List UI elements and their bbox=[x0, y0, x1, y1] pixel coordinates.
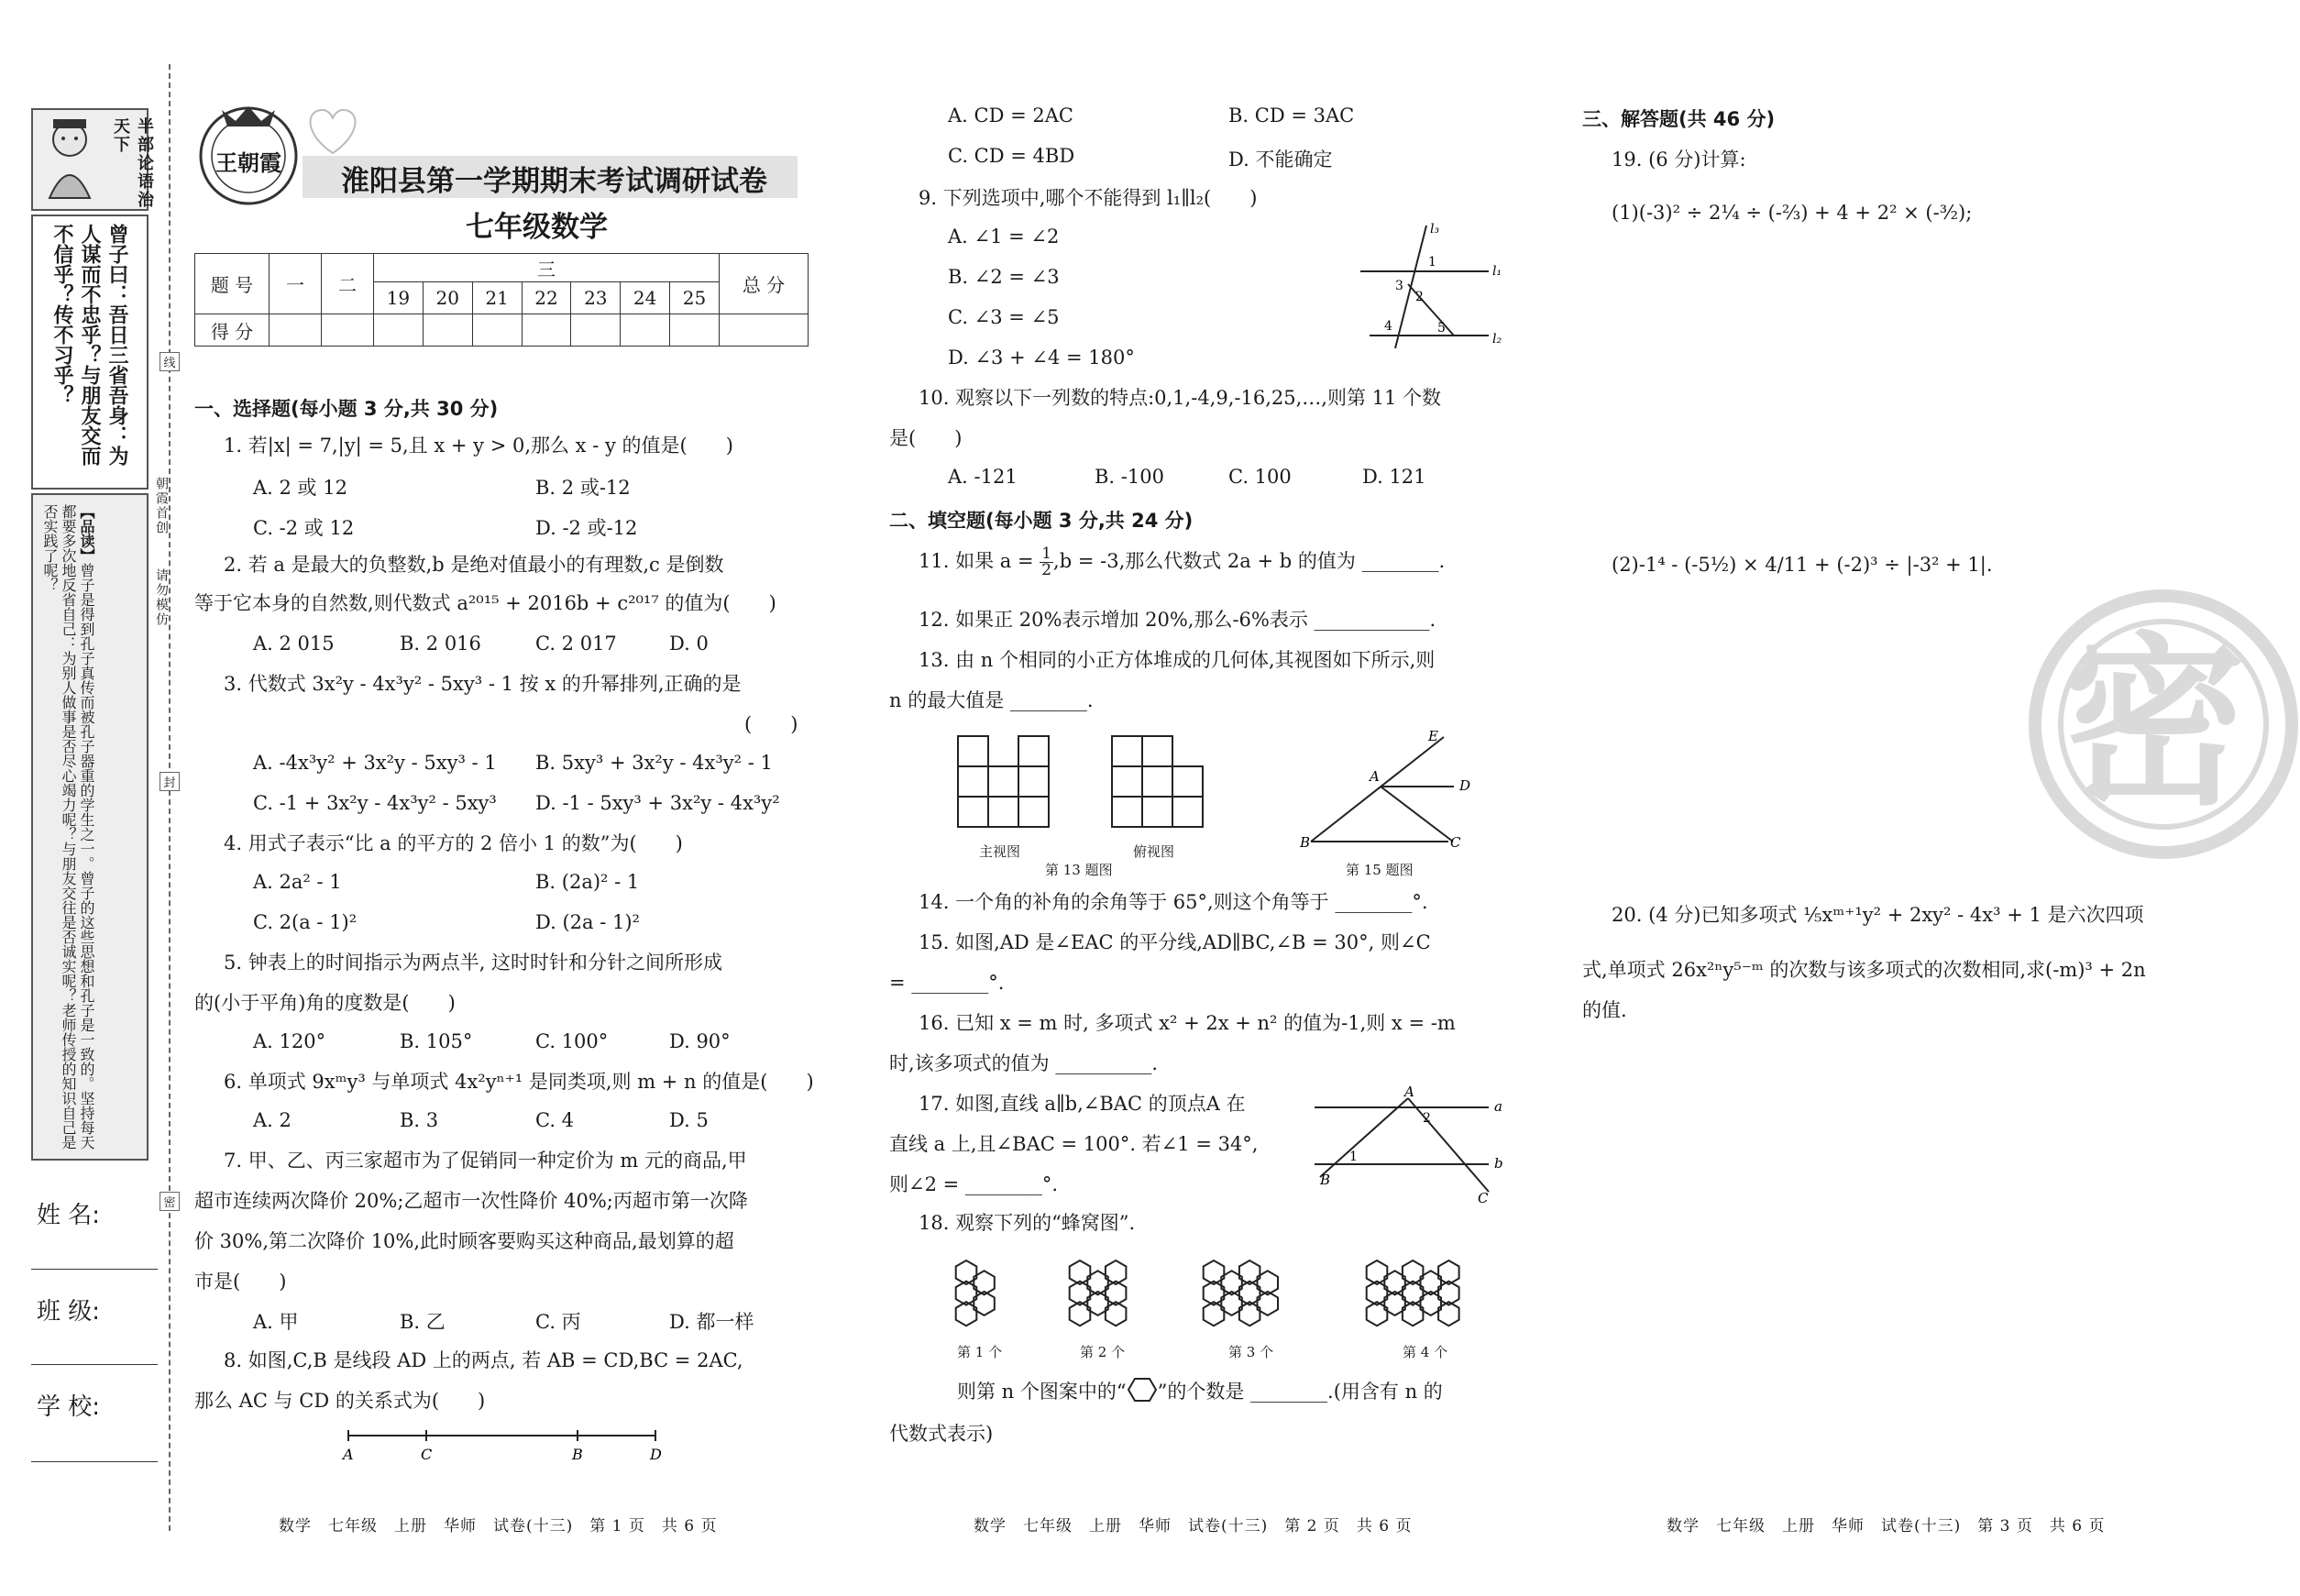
q1-option-a[interactable]: A. 2 或 12 bbox=[253, 477, 347, 499]
question-8-line-1: 8. 如图,C,B 是线段 AD 上的两点, 若 AB = CD,BC = 2AC, bbox=[224, 1349, 743, 1371]
fig9-label: 2 bbox=[1415, 290, 1424, 304]
q11-prefix: 11. 如果 a = bbox=[919, 550, 1040, 572]
honeycomb-caption-3: 第 3 个 bbox=[1228, 1344, 1274, 1360]
question-7-line-2: 超市连续两次降价 20%;乙超市一次性降价 40%;丙超市第一次降 bbox=[194, 1190, 748, 1212]
q7-option-a[interactable]: A. 甲 bbox=[253, 1311, 299, 1333]
fig9-label: l₃ bbox=[1430, 222, 1440, 237]
q7-option-d[interactable]: D. 都一样 bbox=[669, 1311, 754, 1333]
score-table-group: 三 bbox=[374, 254, 720, 282]
question-7-line-1: 7. 甲、乙、丙三家超市为了促销同一种定价为 m 元的商品,甲 bbox=[224, 1150, 747, 1172]
score-cell[interactable] bbox=[670, 314, 720, 347]
question-5-line-1: 5. 钟表上的时间指示为两点半, 这时时针和分针之间所形成 bbox=[224, 952, 723, 974]
question-17-line-2: 直线 a 上,且∠BAC = 100°. 若∠1 = 34°, bbox=[889, 1133, 1259, 1155]
brand-logo-text: 王朝霞 bbox=[215, 149, 281, 176]
question-4: 4. 用式子表示“比 a 的平方的 2 倍小 1 的数”为( ) bbox=[224, 832, 683, 854]
section-1-heading: 一、选择题(每小题 3 分,共 30 分) bbox=[194, 398, 499, 420]
q10-option-a[interactable]: A. -121 bbox=[948, 466, 1018, 488]
fig15-label: A bbox=[1370, 768, 1380, 785]
q3-option-d[interactable]: D. -1 - 5xy³ + 3x²y - 4x³y² bbox=[535, 792, 780, 814]
q2-option-d[interactable]: D. 0 bbox=[669, 633, 709, 655]
binding-dashed-line bbox=[169, 64, 171, 1531]
question-12: 12. 如果正 20%表示增加 20%,那么-6%表示 ____________. bbox=[919, 609, 1436, 631]
school-label: 学 校: bbox=[37, 1393, 101, 1421]
binding-mark-line: 线 bbox=[160, 352, 180, 371]
fig15-label: E bbox=[1428, 728, 1438, 744]
q10-option-b[interactable]: B. -100 bbox=[1095, 466, 1164, 488]
q11-numerator: 1 bbox=[1041, 545, 1052, 563]
school-line[interactable] bbox=[31, 1461, 158, 1462]
score-cell[interactable] bbox=[522, 314, 571, 347]
quote-text: 曾子曰：吾日三省吾身：为人谋而不忠乎？与朋友交而不信乎？传不习乎？ bbox=[50, 224, 128, 466]
reading-label: 【品读】 bbox=[78, 504, 95, 563]
score-cell[interactable] bbox=[374, 314, 424, 347]
question-20-line-2: 式,单项式 26x²ⁿy⁵⁻ᵐ 的次数与该多项式的次数相同,求(-m)³ + 2n bbox=[1582, 959, 2146, 981]
score-table-subcol: 23 bbox=[571, 282, 621, 314]
q3-option-a[interactable]: A. -4x³y² + 3x²y - 5xy³ - 1 bbox=[253, 752, 497, 774]
score-table-subcol: 25 bbox=[670, 282, 720, 314]
question-9: 9. 下列选项中,哪个不能得到 l₁∥l₂( ) bbox=[919, 187, 1258, 209]
q9-option-b[interactable]: B. ∠2 = ∠3 bbox=[948, 266, 1060, 288]
q4-option-d[interactable]: D. (2a - 1)² bbox=[535, 911, 640, 933]
class-line[interactable] bbox=[31, 1364, 158, 1365]
front-view-caption: 主视图 bbox=[979, 843, 1021, 860]
hexagon-icon bbox=[1127, 1377, 1158, 1409]
q10-option-c[interactable]: C. 100 bbox=[1228, 466, 1292, 488]
question-7-line-4: 市是( ) bbox=[194, 1271, 287, 1293]
page-3-footer: 数学 七年级 上册 华师 试卷(十三) 第 3 页 共 6 页 bbox=[1667, 1517, 2106, 1535]
point-d-label: D bbox=[650, 1446, 662, 1463]
question-19: 19. (6 分)计算: bbox=[1612, 149, 1746, 171]
reading-text bbox=[40, 504, 95, 1151]
q9-option-d[interactable]: D. ∠3 + ∠4 = 180° bbox=[948, 347, 1135, 369]
score-table-col: 一 bbox=[270, 254, 322, 314]
score-table-subcol: 19 bbox=[374, 282, 424, 314]
q9-option-c[interactable]: C. ∠3 = ∠5 bbox=[948, 306, 1060, 328]
question-18-ask bbox=[957, 1377, 1443, 1409]
question-6: 6. 单项式 9xᵐy³ 与单项式 4x²yⁿ⁺¹ 是同类项,则 m + n 的值是( ) bbox=[224, 1071, 814, 1093]
question-17-line-3: 则∠2 = ________°. bbox=[889, 1173, 1059, 1195]
honeycomb-figure-4 bbox=[1360, 1258, 1498, 1338]
score-cell[interactable] bbox=[322, 314, 374, 347]
question-19-part-1: (1)(-3)² ÷ 2¼ ÷ (-⅔) + 4 + 2² × (-³⁄₂); bbox=[1612, 202, 1973, 224]
question-18-ask-line-2: 代数式表示) bbox=[889, 1423, 994, 1445]
q10-option-d[interactable]: D. 121 bbox=[1362, 466, 1426, 488]
point-c-label: C bbox=[421, 1446, 433, 1463]
honeycomb-caption-2: 第 2 个 bbox=[1080, 1344, 1126, 1360]
q7-option-b[interactable]: B. 乙 bbox=[400, 1311, 446, 1333]
confidential-stamp-text: 密 bbox=[2063, 617, 2247, 831]
q3-option-c[interactable]: C. -1 + 3x²y - 4x³y² - 5xy³ bbox=[253, 792, 497, 814]
honeycomb-figure-3 bbox=[1197, 1258, 1311, 1338]
question-15-line-2: = ________°. bbox=[889, 972, 1005, 994]
fig17-label: A bbox=[1404, 1085, 1414, 1100]
q7-option-c[interactable]: C. 丙 bbox=[535, 1311, 581, 1333]
q2-option-b[interactable]: B. 2 016 bbox=[400, 633, 481, 655]
q6-option-c[interactable]: C. 4 bbox=[535, 1109, 575, 1131]
segment-ad-figure bbox=[339, 1423, 669, 1467]
honeycomb-figure-2 bbox=[1063, 1258, 1155, 1338]
exam-subtitle: 七年级数学 bbox=[466, 211, 608, 244]
question-11 bbox=[919, 546, 1445, 578]
question-20-line-1: 20. (4 分)已知多项式 ⅕xᵐ⁺¹y² + 2xy² - 4x³ + 1 是六次四项 bbox=[1612, 904, 2144, 926]
question-19-part-2: (2)-1⁴ - (-5½) × 4/11 + (-2)³ ÷ |-3² + 1|. bbox=[1612, 554, 1993, 576]
q4-option-b[interactable]: B. (2a)² - 1 bbox=[535, 871, 640, 893]
q8-option-c[interactable]: C. CD = 4BD bbox=[948, 145, 1075, 167]
q8-option-b[interactable]: B. CD = 3AC bbox=[1228, 105, 1355, 127]
question-8-line-2: 那么 AC 与 CD 的关系式为( ) bbox=[194, 1390, 486, 1412]
top-view-caption: 俯视图 bbox=[1133, 843, 1175, 860]
question-1: 1. 若|x| = 7,|y| = 5,且 x + y > 0,那么 x - y 的值是( ) bbox=[224, 435, 733, 457]
q11-fraction bbox=[1040, 546, 1053, 578]
score-table-score-label: 得 分 bbox=[195, 314, 270, 347]
fig17-label: 2 bbox=[1423, 1111, 1431, 1126]
q1-option-d[interactable]: D. -2 或-12 bbox=[535, 517, 638, 539]
score-cell[interactable] bbox=[720, 314, 809, 347]
fig17-label: B bbox=[1320, 1172, 1331, 1188]
question-14: 14. 一个角的补角的余角等于 65°,则这个角等于 ________°. bbox=[919, 891, 1428, 913]
question-2-line-1: 2. 若 a 是最大的负整数,b 是绝对值最小的有理数,c 是倒数 bbox=[224, 554, 724, 576]
name-label: 姓 名: bbox=[37, 1202, 101, 1229]
fig15-caption: 第 15 题图 bbox=[1346, 862, 1414, 878]
front-view-figure bbox=[957, 735, 1051, 832]
sidebar-vertical-heading: 半部论语治天下 bbox=[111, 117, 154, 209]
q5-option-a[interactable]: A. 120° bbox=[253, 1030, 326, 1052]
score-cell[interactable] bbox=[423, 314, 472, 347]
top-view-figure bbox=[1111, 735, 1205, 832]
question-2-line-2: 等于它本身的自然数,则代数式 a²⁰¹⁵ + 2016b + c²⁰¹⁷ 的值为( ) bbox=[194, 592, 776, 614]
question-13-line-1: 13. 由 n 个相同的小正方体堆成的几何体,其视图如下所示,则 bbox=[919, 649, 1436, 671]
question-17-line-1: 17. 如图,直线 a∥b,∠BAC 的顶点A 在 bbox=[919, 1093, 1246, 1115]
name-line[interactable] bbox=[31, 1269, 158, 1270]
q8-option-a[interactable]: A. CD = 2AC bbox=[948, 105, 1073, 127]
score-table-subcol: 24 bbox=[621, 282, 670, 314]
q4-option-c[interactable]: C. 2(a - 1)² bbox=[253, 911, 358, 933]
score-table-subcol: 20 bbox=[423, 282, 472, 314]
question-20-line-3: 的值. bbox=[1582, 999, 1627, 1021]
section-3-heading: 三、解答题(共 46 分) bbox=[1582, 108, 1776, 130]
fig15-label: C bbox=[1450, 834, 1461, 851]
question-10-line-1: 10. 观察以下一列数的特点:0,1,-4,9,-16,25,…,则第 11 个数 bbox=[919, 387, 1442, 409]
question-16-line-1: 16. 已知 x = m 时, 多项式 x² + 2x + n² 的值为-1,则 x = -m bbox=[919, 1012, 1456, 1034]
section-2-heading: 二、填空题(每小题 3 分,共 24 分) bbox=[889, 510, 1194, 532]
q6-option-a[interactable]: A. 2 bbox=[253, 1109, 292, 1131]
question-10-line-2: 是( ) bbox=[889, 427, 963, 449]
fig17-label: a bbox=[1494, 1098, 1502, 1115]
question-3-answer-paren: ( ) bbox=[744, 713, 798, 735]
question-7-line-3: 价 30%,第二次降价 10%,此时顾客要购买这种商品,最划算的超 bbox=[194, 1230, 734, 1252]
score-table-subcol: 21 bbox=[472, 282, 522, 314]
fig15-label: D bbox=[1459, 777, 1471, 794]
q5-option-b[interactable]: B. 105° bbox=[400, 1030, 473, 1052]
honeycomb-caption-1: 第 1 个 bbox=[957, 1344, 1003, 1360]
question-18: 18. 观察下列的“蜂窝图”. bbox=[919, 1212, 1136, 1234]
q2-option-a[interactable]: A. 2 015 bbox=[253, 633, 335, 655]
angle-bisector-figure bbox=[1293, 728, 1494, 860]
fig9-label: l₁ bbox=[1492, 264, 1502, 279]
page-2-footer: 数学 七年级 上册 华师 试卷(十三) 第 2 页 共 6 页 bbox=[974, 1517, 1413, 1535]
score-cell[interactable] bbox=[472, 314, 522, 347]
exam-title: 淮阳县第一学期期末考试调研试卷 bbox=[341, 165, 767, 198]
fig9-label: 4 bbox=[1384, 319, 1392, 334]
binding-mark-seal: 封 bbox=[160, 772, 180, 791]
score-cell[interactable] bbox=[270, 314, 322, 347]
q6-option-b[interactable]: B. 3 bbox=[400, 1109, 439, 1131]
q18-ask-prefix: 则第 n 个图案中的“ bbox=[957, 1381, 1127, 1403]
parallel-lines-figure bbox=[1351, 220, 1516, 352]
fig13-caption: 第 13 题图 bbox=[1045, 862, 1113, 878]
score-table-subcol: 22 bbox=[522, 282, 571, 314]
question-13-line-2: n 的最大值是 ________. bbox=[889, 689, 1094, 711]
q1-option-c[interactable]: C. -2 或 12 bbox=[253, 517, 355, 539]
reading-body: 曾子是得到孔子真传而被孔子器重的学生之一。曾子的这些思想和孔子是一致的。坚持每天都要多次地反省自己：为别人做事是否尽心竭力呢？与朋友交往是否诚实呢？老师传授的知识自己是否实践了呢？ bbox=[41, 504, 95, 1150]
score-cell[interactable] bbox=[621, 314, 670, 347]
fig17-label: C bbox=[1478, 1190, 1489, 1205]
point-a-label: A bbox=[343, 1446, 354, 1463]
point-b-label: B bbox=[572, 1446, 583, 1463]
fig9-label: 1 bbox=[1428, 255, 1436, 270]
q1-option-b[interactable]: B. 2 或-12 bbox=[535, 477, 631, 499]
fig9-label: 5 bbox=[1437, 321, 1446, 336]
ribbon-heart-icon bbox=[301, 103, 365, 161]
score-table bbox=[194, 253, 809, 347]
page-1-footer: 数学 七年级 上册 华师 试卷(十三) 第 1 页 共 6 页 bbox=[279, 1517, 718, 1535]
q11-denominator: 2 bbox=[1041, 561, 1052, 579]
q5-option-d[interactable]: D. 90° bbox=[669, 1030, 731, 1052]
sidebar bbox=[31, 108, 154, 1162]
parallel-triangle-figure bbox=[1305, 1085, 1516, 1208]
score-cell[interactable] bbox=[571, 314, 621, 347]
fig9-label: 3 bbox=[1395, 279, 1403, 293]
score-table-col: 二 bbox=[322, 254, 374, 314]
score-table-total: 总 分 bbox=[720, 254, 809, 314]
sage-avatar bbox=[37, 116, 103, 204]
q11-suffix: ,b = -3,那么代数式 2a + b 的值为 ________. bbox=[1053, 550, 1446, 572]
question-3-line-1: 3. 代数式 3x²y - 4x³y² - 5xy³ - 1 按 x 的升幂排列,正确的是 bbox=[224, 673, 742, 695]
question-15-line-1: 15. 如图,AD 是∠EAC 的平分线,AD∥BC,∠B = 30°, 则∠C bbox=[919, 931, 1431, 953]
class-label: 班 级: bbox=[37, 1298, 101, 1326]
copyright-note-1: 朝霞首创 bbox=[154, 477, 169, 535]
q9-option-a[interactable]: A. ∠1 = ∠2 bbox=[948, 226, 1060, 248]
q2-option-c[interactable]: C. 2 017 bbox=[535, 633, 617, 655]
honeycomb-caption-4: 第 4 个 bbox=[1403, 1344, 1448, 1360]
question-5-line-2: 的(小于平角)角的度数是( ) bbox=[194, 992, 456, 1014]
fig9-label: l₂ bbox=[1492, 332, 1502, 347]
q4-option-a[interactable]: A. 2a² - 1 bbox=[253, 871, 342, 893]
q18-ask-suffix: ”的个数是 ________.(用含有 n 的 bbox=[1157, 1381, 1443, 1403]
q6-option-d[interactable]: D. 5 bbox=[669, 1109, 709, 1131]
copyright-note-2: 请勿模仿 bbox=[154, 568, 169, 627]
score-table-number-label: 题 号 bbox=[195, 254, 270, 314]
q8-option-d[interactable]: D. 不能确定 bbox=[1228, 149, 1333, 171]
binding-mark-secret: 密 bbox=[160, 1192, 180, 1211]
honeycomb-figure-1 bbox=[950, 1258, 1014, 1338]
fig17-label: 1 bbox=[1349, 1150, 1358, 1164]
q5-option-c[interactable]: C. 100° bbox=[535, 1030, 609, 1052]
question-16-line-2: 时,该多项式的值为 __________. bbox=[889, 1052, 1159, 1074]
q3-option-b[interactable]: B. 5xy³ + 3x²y - 4x³y² - 1 bbox=[535, 752, 773, 774]
fig17-label: b bbox=[1494, 1155, 1503, 1172]
fig15-label: B bbox=[1300, 834, 1311, 851]
